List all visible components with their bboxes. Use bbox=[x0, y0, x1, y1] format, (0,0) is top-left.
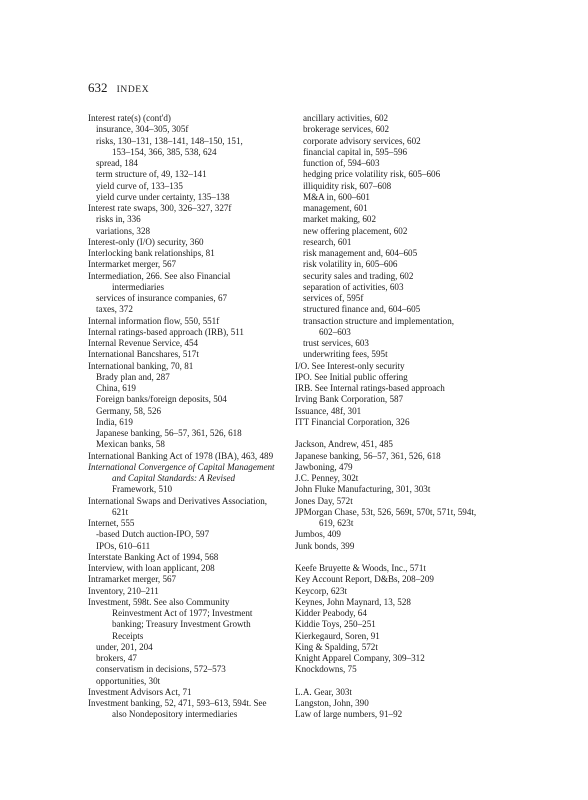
index-subentry: transaction structure and implementation, bbox=[303, 315, 455, 326]
index-entry: IRB. See Internal ratings-based approach bbox=[295, 383, 445, 393]
index-subentry: underwriting fees, 595t bbox=[303, 349, 388, 360]
index-subentry: also Nondepository intermediaries bbox=[112, 709, 238, 720]
index-subentry: -based Dutch auction-IPO, 597 bbox=[96, 529, 210, 540]
index-entry: Japanese banking, 56–57, 361, 526, 618 bbox=[295, 450, 441, 461]
index-entry: Kiddie Toys, 250–251 bbox=[295, 619, 376, 630]
index-subentry: term structure of, 49, 132–141 bbox=[96, 169, 207, 180]
index-subentry: services of, 595f bbox=[303, 293, 364, 303]
index-entry: John Fluke Manufacturing, 301, 303t bbox=[295, 484, 431, 495]
index-subentry: variations, 328 bbox=[96, 225, 151, 236]
index-entry: Jawboning, 479 bbox=[295, 461, 353, 472]
index-subentry: Receipts bbox=[112, 630, 144, 641]
index-entry: Law of large numbers, 91–92 bbox=[295, 709, 403, 720]
index-entry: Inventory, 210–211 bbox=[88, 585, 159, 596]
index-subentry: under, 201, 204 bbox=[96, 641, 153, 652]
index-subentry: conservatism in decisions, 572–573 bbox=[96, 664, 226, 675]
page-number: 632 bbox=[88, 80, 108, 95]
index-entry: Interstate Banking Act of 1994, 568 bbox=[88, 551, 219, 562]
index-subentry: banking; Treasury Investment Growth bbox=[112, 619, 251, 630]
index-entry: Interlocking bank relationships, 81 bbox=[88, 248, 215, 258]
index-entry: Internal ratings-based approach (IRB), 511 bbox=[88, 326, 244, 337]
index-entry: Knight Apparel Company, 309–312 bbox=[295, 653, 425, 663]
index-column-right bbox=[295, 113, 500, 721]
index-subentry: research, 601 bbox=[303, 236, 352, 247]
index-subentry: insurance, 304–305, 305f bbox=[96, 124, 189, 135]
index-subentry: risk volatility in, 605–606 bbox=[303, 259, 398, 270]
index-entry: International Banking Act of 1978 (IBA), 463, 489 bbox=[88, 450, 274, 461]
index-subentry: intermediaries bbox=[112, 281, 165, 292]
page-header bbox=[88, 80, 149, 98]
index-subentry: 621t bbox=[112, 506, 129, 517]
index-subentry: trust services, 603 bbox=[303, 338, 369, 348]
index-subentry: Framework, 510 bbox=[112, 484, 173, 495]
index-entry: Interest-only (I/O) security, 360 bbox=[88, 236, 204, 247]
index-subentry: structured finance and, 604–605 bbox=[303, 304, 421, 315]
index-subentry: IPOs, 610–611 bbox=[96, 540, 151, 551]
index-entry: Investment, 598t. See also Community bbox=[88, 596, 230, 607]
index-entry: International banking, 70, 81 bbox=[88, 360, 194, 371]
index-entry: Keynes, John Maynard, 13, 528 bbox=[295, 596, 411, 607]
index-entry: Jackson, Andrew, 451, 485 bbox=[295, 439, 393, 450]
index-entry: Interview, with loan applicant, 208 bbox=[88, 563, 215, 573]
index-entry: International Convergence of Capital Management bbox=[88, 461, 275, 472]
index-entry: Kidder Peabody, 64 bbox=[295, 608, 367, 618]
running-title: INDEX bbox=[116, 85, 150, 95]
index-subentry: corporate advisory services, 602 bbox=[303, 135, 421, 146]
index-subentry: Foreign banks/foreign deposits, 504 bbox=[96, 394, 227, 405]
index-subentry: market making, 602 bbox=[303, 214, 376, 225]
index-entry: IPO. See Initial public offering bbox=[295, 371, 408, 382]
index-entry: Junk bonds, 399 bbox=[295, 540, 355, 551]
index-subentry: Japanese banking, 56–57, 361, 526, 618 bbox=[96, 428, 242, 438]
index-entry: I/O. See Interest-only security bbox=[295, 360, 405, 371]
index-subentry: ancillary activities, 602 bbox=[303, 113, 389, 123]
index-subentry: India, 619 bbox=[96, 416, 133, 427]
index-entry: L.A. Gear, 303t bbox=[295, 686, 352, 697]
index-entry: J.C. Penney, 302t bbox=[295, 473, 359, 483]
index-subentry: Reinvestment Act of 1977; Investment bbox=[112, 608, 253, 618]
index-entry: ITT Financial Corporation, 326 bbox=[295, 416, 410, 427]
index-entry: Jones Day, 572t bbox=[295, 495, 353, 506]
index-entry: King & Spalding, 572t bbox=[295, 641, 378, 652]
index-subentry: Brady plan and, 287 bbox=[96, 371, 170, 382]
letter-group-gap bbox=[295, 428, 500, 439]
index-subentry: yield curve under certainty, 135–138 bbox=[96, 191, 230, 202]
index-entry: Langston, John, 390 bbox=[295, 698, 369, 708]
index-column-left bbox=[88, 113, 288, 721]
index-entry: Investment banking, 52, 471, 593–613, 594t. See bbox=[88, 698, 267, 708]
index-subentry: separation of activities, 603 bbox=[303, 281, 404, 292]
index-subentry: risk management and, 604–605 bbox=[303, 248, 418, 258]
index-subentry: and Capital Standards: A Revised bbox=[112, 473, 236, 483]
index-entry: Intermediation, 266. See also Financial bbox=[88, 270, 231, 281]
index-entry: Kierkegaurd, Soren, 91 bbox=[295, 630, 380, 641]
index-subentry: risks in, 336 bbox=[96, 214, 141, 225]
index-subentry: yield curve of, 133–135 bbox=[96, 180, 183, 191]
index-subentry: hedging price volatility risk, 605–606 bbox=[303, 169, 441, 180]
index-entry: JPMorgan Chase, 53t, 526, 569t, 570t, 571t, 594t, bbox=[295, 506, 477, 517]
index-entry: Intramarket merger, 567 bbox=[88, 574, 177, 585]
index-entry: International Bancshares, 517t bbox=[88, 349, 199, 360]
index-subentry: new offering placement, 602 bbox=[303, 225, 408, 236]
index-entry: Internal Revenue Service, 454 bbox=[88, 338, 199, 348]
index-subentry: taxes, 372 bbox=[96, 304, 133, 315]
index-entry: Investment Advisors Act, 71 bbox=[88, 686, 192, 697]
index-entry: Jumbos, 409 bbox=[295, 529, 341, 540]
index-entry: Internet, 555 bbox=[88, 518, 135, 528]
index-subentry: financial capital in, 595–596 bbox=[303, 146, 408, 157]
index-subentry: spread, 184 bbox=[96, 158, 138, 168]
index-entry: International Swaps and Derivatives Association, bbox=[88, 495, 268, 506]
index-subentry: Mexican banks, 58 bbox=[96, 439, 165, 450]
index-entry: Intermarket merger, 567 bbox=[88, 259, 177, 270]
index-entry: Keefe Bruyette & Woods, Inc., 571t bbox=[295, 563, 426, 573]
index-subentry: brokers, 47 bbox=[96, 653, 137, 663]
index-entry: Key Account Report, D&Bs, 208–209 bbox=[295, 574, 434, 585]
index-entry: Internal information flow, 550, 551f bbox=[88, 315, 220, 326]
index-subentry: function of, 594–603 bbox=[303, 158, 380, 168]
index-subentry: illiquidity risk, 607–608 bbox=[303, 180, 392, 191]
index-entry: Interest rate(s) (cont'd) bbox=[88, 113, 171, 123]
index-entry: Knockdowns, 75 bbox=[295, 664, 357, 675]
letter-group-gap bbox=[295, 676, 500, 687]
index-entry: Interest rate swaps, 300, 326–327, 327f bbox=[88, 203, 232, 213]
index-subentry: 619, 623t bbox=[319, 518, 354, 528]
index-subentry: opportunities, 30t bbox=[96, 675, 161, 686]
index-subentry: 602–603 bbox=[319, 326, 351, 337]
index-entry: Irving Bank Corporation, 587 bbox=[295, 394, 404, 405]
index-subentry: management, 601 bbox=[303, 203, 368, 213]
index-subentry: services of insurance companies, 67 bbox=[96, 293, 228, 303]
index-subentry: brokerage services, 602 bbox=[303, 124, 390, 135]
index-subentry: 153–154, 366, 385, 538, 624 bbox=[112, 146, 217, 157]
letter-group-gap bbox=[295, 552, 500, 563]
index-entry: Issuance, 48f, 301 bbox=[295, 405, 362, 416]
index-subentry: China, 619 bbox=[96, 383, 136, 393]
index-subentry: risks, 130–131, 138–141, 148–150, 151, bbox=[96, 135, 243, 146]
index-subentry: Germany, 58, 526 bbox=[96, 405, 162, 416]
index-subentry: M&A in, 600–601 bbox=[303, 191, 370, 202]
index-subentry: security sales and trading, 602 bbox=[303, 270, 414, 281]
index-entry: Keycorp, 623t bbox=[295, 585, 348, 596]
